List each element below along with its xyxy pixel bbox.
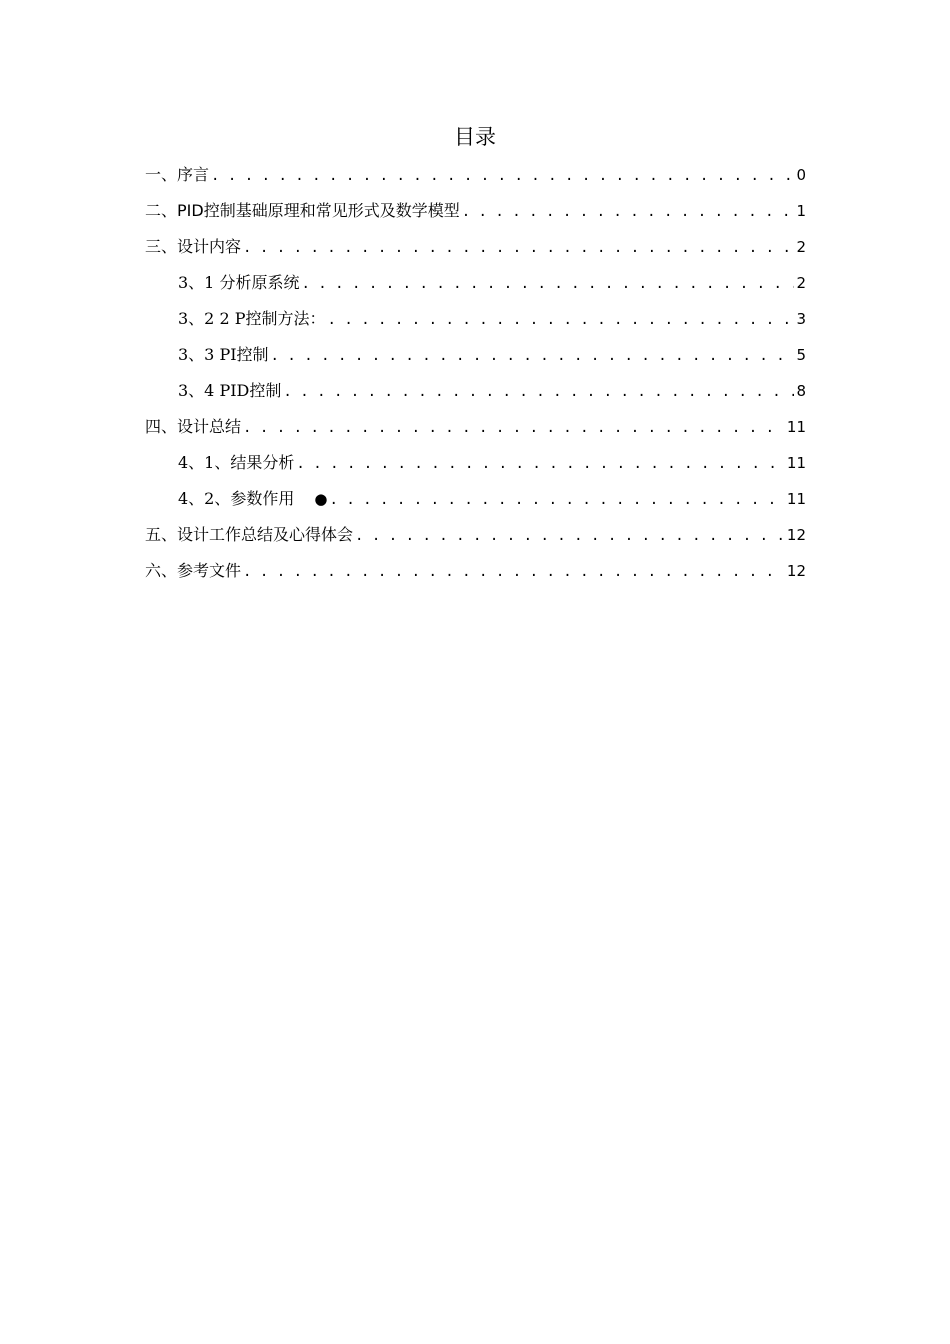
toc-entry[interactable] [145,196,806,232]
toc-page-number: 0 [796,166,806,184]
toc-page-number: 5 [796,346,806,364]
toc-dot-leader [296,449,785,479]
toc-dot-leader [243,233,794,263]
toc-page-number: 3 [796,310,806,328]
toc-page-number: 11 [786,454,806,472]
toc-dot-leader [355,521,785,551]
toc-entry-label: 3、3 PI控制 [178,345,269,364]
toc-title: 目录 [454,125,496,149]
toc-entry-label: 一、序言 [145,165,210,184]
toc-entry-label: 四、设计总结 [145,417,242,436]
table-of-contents [145,160,806,592]
toc-entry[interactable] [145,520,806,556]
toc-entry[interactable] [145,556,806,592]
toc-dot-leader [271,341,795,371]
toc-entry-label: 三、设计内容 [145,237,242,256]
bullet-icon: ● [314,490,328,508]
toc-subentry[interactable] [145,484,806,520]
toc-subentry[interactable] [145,304,806,340]
toc-dot-leader [243,413,785,443]
toc-entry-label: 二、PID控制基础原理和常见形式及数学模型 [145,201,460,220]
toc-dot-leader [211,161,794,191]
toc-subentry[interactable] [145,448,806,484]
toc-entry-label: 3、4 PID控制 [178,381,282,400]
toc-entry-label: 3、1 分析原系统 [178,273,300,292]
toc-entry-label: 4、1、结果分析 [178,453,295,472]
toc-entry-label: 3、2 2 P控制方法： [178,309,326,328]
toc-page-number: 11 [786,418,806,436]
toc-page-number: 1 [796,202,806,220]
toc-subentry[interactable] [145,376,806,412]
toc-subentry[interactable] [145,340,806,376]
toc-dot-leader [283,377,794,407]
toc-dot-leader [462,197,795,227]
toc-dot-leader [327,305,794,335]
toc-dot-leader [329,485,784,515]
toc-subentry[interactable] [145,268,806,304]
toc-page-number: 11 [786,490,806,508]
toc-dot-leader [243,557,785,587]
toc-page-number: 2 [796,274,806,292]
toc-page-number: 8 [796,382,806,400]
toc-page-number: 12 [786,526,806,544]
toc-entry[interactable] [145,232,806,268]
toc-page-number: 2 [796,238,806,256]
toc-entry[interactable] [145,160,806,196]
toc-dot-leader [301,269,794,299]
toc-entry[interactable] [145,412,806,448]
toc-entry-label: 五、设计工作总结及心得体会 [145,525,354,544]
toc-entry-label: 六、参考文件 [145,561,242,580]
toc-entry-label: 4、2、参数作用 [178,489,295,508]
toc-page-number: 12 [786,562,806,580]
